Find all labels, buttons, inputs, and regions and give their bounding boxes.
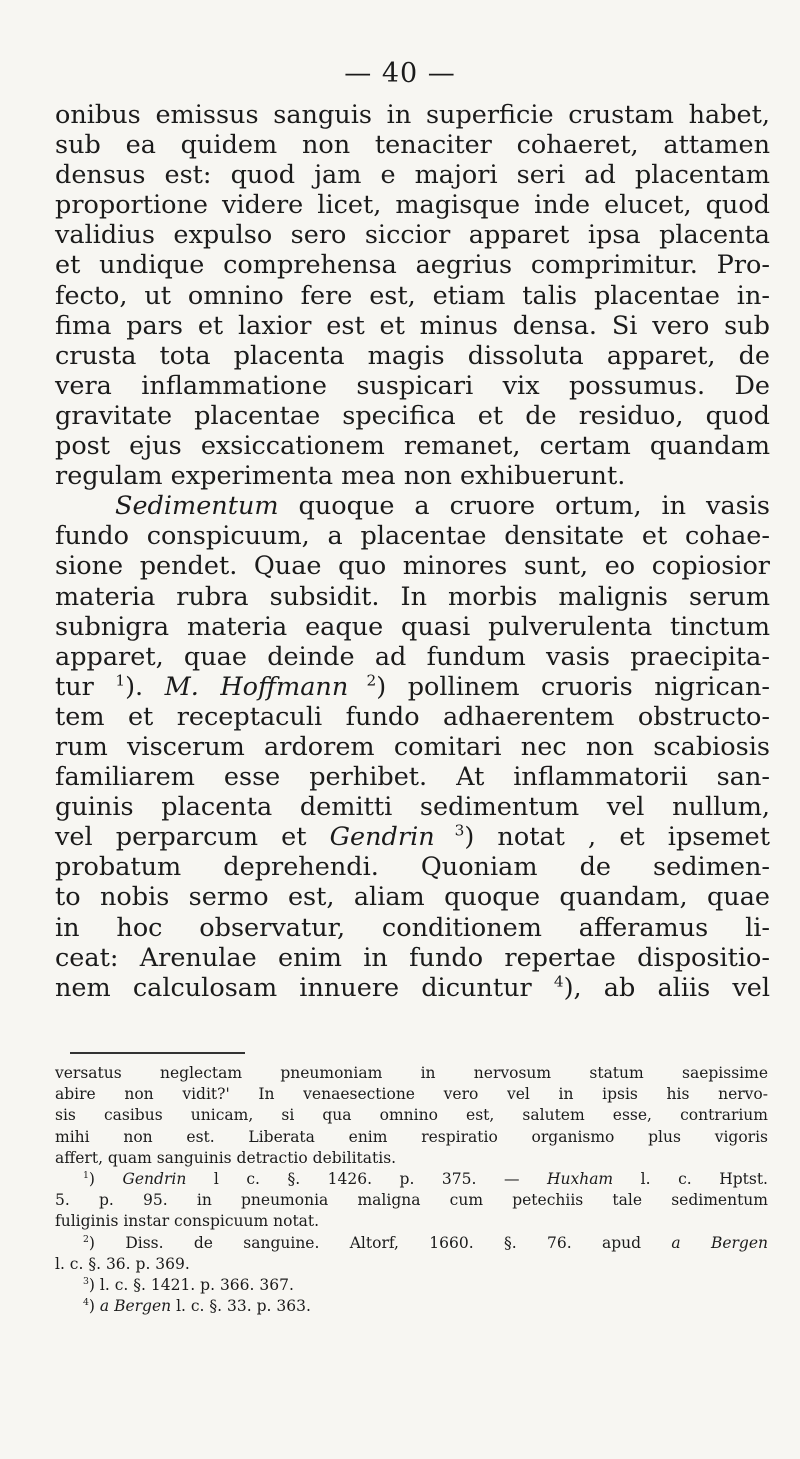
text-line: familiarem esse perhibet. At inflammatorii san-: [55, 762, 770, 793]
italic-author: M. Hoffmann: [164, 671, 349, 702]
footnote-divider: [70, 1052, 245, 1054]
text-line: rum viscerum ardorem comitari nec non scabiosis: [55, 731, 770, 762]
italic-author: a Bergen: [671, 1233, 769, 1252]
footnotes: [55, 1063, 768, 1317]
text-line: fima pars et laxior est et minus densa. Si vero sub: [55, 310, 770, 341]
text-line: et undique comprehensa aegrius comprimitur. Pro-: [55, 250, 770, 281]
text-line: vera inflammatione suspicari vix possumus. De: [55, 370, 770, 401]
text-line: crusta tota placenta magis dissoluta apparet, de: [55, 340, 770, 371]
text-line: probatum deprehendi. Quoniam de sedimen-: [55, 852, 770, 883]
footnote-line: affert, quam sanguinis detractio debilitatis.: [55, 1148, 397, 1167]
text-line: subnigra materia eaque quasi pulverulenta tinctum: [55, 611, 770, 642]
body-text: [55, 100, 770, 1003]
footnote-line: versatus neglectam pneumoniam in nervosum statum saepissime: [55, 1064, 768, 1082]
footnote-line: $^4$) a Bergen l. c. §. 33. p. 363.: [83, 1297, 311, 1316]
text-run: l. c. Hptst.: [613, 1170, 768, 1189]
text-run: ).: [125, 671, 165, 702]
italic-author: Gendrin: [329, 822, 435, 853]
text-line: materia rubra subsidit. In morbis malignis serum: [55, 581, 770, 612]
text-line: [55, 822, 770, 852]
text-line: [55, 973, 770, 1003]
text-run: ), ab aliis vel: [563, 972, 771, 1003]
text-line: onibus emissus sanguis in superficie crustam habet,: [55, 100, 770, 130]
footnote-line: $^3$) l. c. §. 1421. p. 366. 367.: [83, 1275, 294, 1295]
text-line: validius expulso sero siccior apparet ipsa placenta: [55, 220, 770, 251]
italic-term: Sedimentum: [115, 491, 279, 522]
text-line: [55, 672, 770, 702]
text-run: ) notat , et ipsemet: [464, 822, 770, 853]
italic-author: Gendrin: [122, 1170, 187, 1189]
text-line: apparet, quae deinde ad fundum vasis praecipita-: [55, 641, 770, 672]
text-run: l c. §. 1426. p. 375. —: [186, 1170, 547, 1189]
footnote-mark: 4: [83, 1297, 89, 1309]
text-run: Diss. de sanguine. Altorf, 1660. §. 76. apud: [94, 1233, 672, 1252]
text-line: proportione videre licet, magisque inde elucet, quod: [55, 190, 770, 221]
text-line: guinis placenta demitti sedimentum vel nullum,: [55, 792, 770, 823]
text-run: vel perparcum et: [55, 822, 330, 853]
text-line: ceat: Arenulae enim in fundo repertae dispositio-: [55, 942, 770, 973]
text-run: l. c. §. 1421. p. 366. 367.: [94, 1276, 294, 1295]
text-run: ) pollinem cruoris nigrican-: [376, 671, 770, 702]
footnote-mark: 3: [83, 1275, 89, 1287]
footnote-ref: 1: [115, 671, 126, 690]
footnote-line: sis casibus unicam, si qua omnino est, salutem esse, contrarium: [55, 1106, 768, 1125]
footnote-line: mihi non est. Liberata enim respiratio organismo plus vigoris: [55, 1127, 768, 1146]
text-line: sub ea quidem non tenaciter cohaeret, attamen: [55, 130, 770, 161]
text-line: fecto, ut omnino fere est, etiam talis placentae in-: [55, 280, 770, 311]
footnote-line: $^2$) Diss. de sanguine. Altorf, 1660. §. 76. apud a Bergen: [83, 1233, 769, 1252]
text-line: in hoc observatur, conditionem afferamus li-: [55, 912, 770, 943]
footnote-ref: 4: [553, 972, 564, 991]
text-line: [55, 491, 770, 521]
text-line: gravitate placentae specifica et de residuo, quod: [55, 400, 770, 431]
text-line: fundo conspicuum, a placentae densitate et cohae-: [55, 521, 770, 552]
footnote-line: 5. p. 95. in pneumonia maligna cum petechiis tale sedimentum: [55, 1191, 768, 1210]
text-run: nem calculosam innuere dicuntur: [55, 972, 554, 1003]
footnote-line: abire non vidit?' In venaesectione vero vel in ipsis his nervo-: [55, 1085, 768, 1104]
text-line: tem et receptaculi fundo adhaerentem obstructo-: [55, 701, 770, 732]
italic-author: Huxham: [546, 1170, 614, 1189]
italic-author: a Bergen: [94, 1297, 172, 1316]
footnote-ref: 2: [348, 671, 377, 690]
text-line: densus est: quod jam e majori seri ad placentam: [55, 160, 770, 191]
page-number: — 40 —: [344, 58, 456, 89]
text-line: to nobis sermo est, aliam quoque quandam, quae: [55, 882, 770, 913]
text-run: quoque a cruore ortum, in vasis: [278, 491, 770, 522]
footnote-mark: 1: [83, 1169, 89, 1181]
text-line: regulam experimenta mea non exhibuerunt.: [55, 461, 626, 492]
footnote-line: $^1$) Gendrin l c. §. 1426. p. 375. — Huxham l. c. Hptst.: [83, 1169, 768, 1189]
text-run: tur: [55, 671, 116, 702]
footnote-ref: 3: [434, 821, 465, 840]
text-run: l. c. §. 33. p. 363.: [171, 1297, 311, 1316]
footnote-line: l. c. §. 36. p. 369.: [55, 1254, 190, 1273]
footnote-line: fuliginis instar conspicuum notat.: [55, 1212, 320, 1231]
footnote-mark: 2: [83, 1233, 89, 1245]
text-line: sione pendet. Quae quo minores sunt, eo copiosior: [55, 551, 770, 582]
text-line: post ejus exsiccationem remanet, certam quandam: [55, 431, 770, 462]
